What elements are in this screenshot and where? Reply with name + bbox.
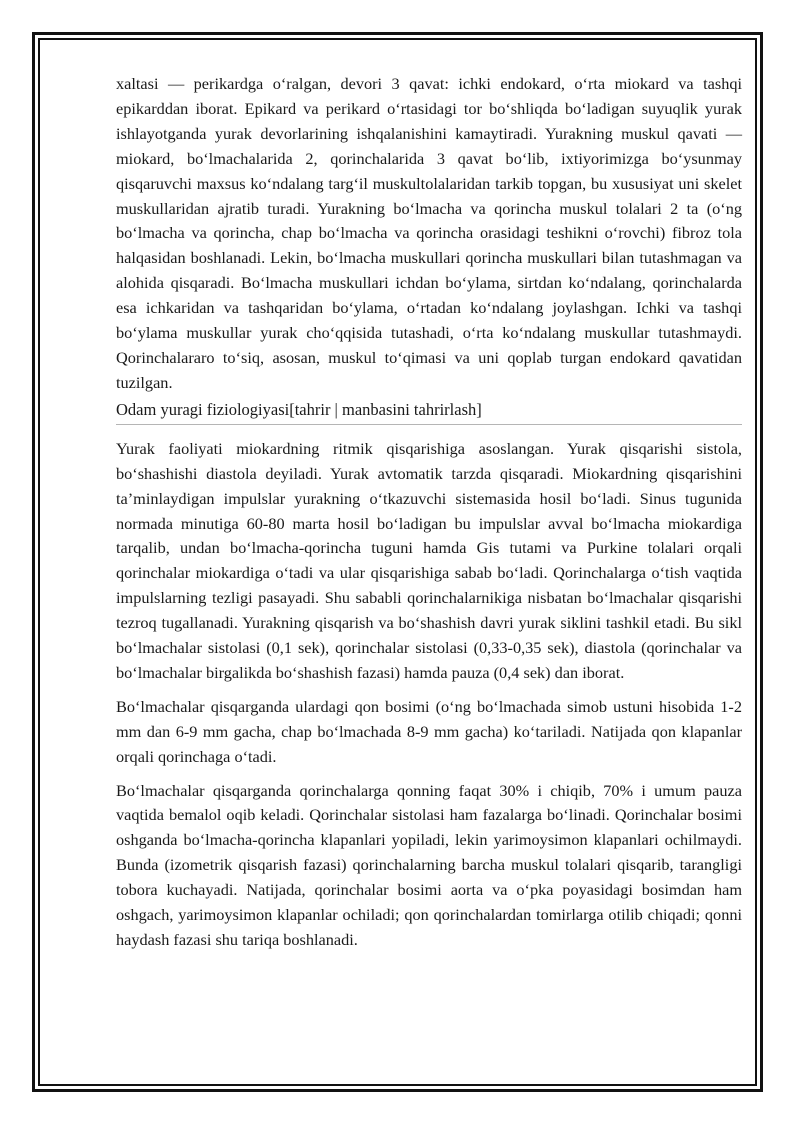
intro-paragraph: xaltasi — perikardga oʻralgan, devori 3 qavat: ichki endokard, oʻrta miokard va tashqi epikarddan iborat. Epikard va perikard oʻrtasidagi tor boʻshliqda boʻladigan suyuqlik yurak ishlayotganda yurak devorlarining ishqalanishini kamaytiradi. Yurakning muskul qavati — miokard, boʻlmachalarida 2, qorinchalarida 3 qavat boʻlib, ixtiyorimizga boʻysunmay qisqaruvchi maxsus koʻndalang targʻil muskultolalaridan tarkib topgan, bu xususiyat uni skelet muskullaridan ajratib turadi. Yurakning boʻlmacha va qorincha muskul tolalari 2 ta (oʻng boʻlmacha va qorincha, chap boʻlmacha va qorincha orasidagi teshikni oʻrovchi) fibroz tola halqasidan boshlanadi. Lekin, boʻlmacha muskullari qorincha muskullari bilan tutashmagan va alohida qisqaradi. Boʻlmacha muskullari ichdan boʻylama, sirtdan koʻndalang, qorinchalarda esa ichkaridan va tashqaridan boʻylama, oʻrtadan koʻndalang joylashgan. Ichki va tashqi boʻylama muskullar yurak choʻqqisida tutashadi, oʻrta koʻndalang muskullar tutashmaydi. Qorinchalararo toʻsiq, asosan, muskul toʻqimasi va uni qoplab turgan endokard qavatidan tuzilgan. — [116, 74, 742, 392]
body-paragraph-2: Boʻlmachalar qisqarganda ulardagi qon bosimi (oʻng boʻlmachada simob ustuni hisobida 1-2 mm dan 6-9 mm gacha, chap boʻlmachada 8-9 mm gacha) koʻtariladi. Natijada qon klapanlar orqali qorinchaga oʻtadi. — [116, 696, 742, 766]
section-heading: Odam yuragi fiziologiyasi[tahrir | manbasini tahrirlash] — [116, 398, 742, 425]
body-paragraph-3: Boʻlmachalar qisqarganda qorinchalarga qonning faqat 30% i chiqib, 70% i umum pauza vaqtida bemalol oqib keladi. Qorinchalar sistolasi ham fazalarga boʻlinadi. Qorinchalar bosimi oshganda boʻlmacha-qorincha klapanlari yopiladi, lekin yarimoysimon klapanlari ochilmaydi. Bunda (izometrik qisqarish fazasi) qorinchalarning barcha muskul tolalari qisqarib, tarangligi tobora kuchayadi. Natijada, qorinchalar bosimi aorta va oʻpka poyasidagi bosimdan ham oshgach, yarimoysimon klapanlar ochiladi; qon qorinchalardan tomirlarga otilib chiqadi; qonni haydash fazasi shu tariqa boshlanadi. — [116, 780, 742, 949]
document-body — [116, 72, 742, 953]
body-paragraph-1: Yurak faoliyati miokardning ritmik qisqarishiga asoslangan. Yurak qisqarishi sistola, boʻshashishi diastola deyiladi. Yurak avtomatik tarzda qisqaradi. Miokardning qisqarishini taʼminlaydigan impulslar yurakning oʻtkazuvchi sistemasida hosil boʻladi. Sinus tugunida normada minutiga 60-80 marta hosil boʻladigan bu impulslar avval boʻlmacha miokardiga tarqalib, undan boʻlmacha-qorincha tuguni hamda Gis tutami va Purkine tolalari orqali qorinchalar miokardiga oʻtadi va ular qisqarishiga sabab boʻladi. Qorinchalarga oʻtish vaqtida impulslarning tezligi pasayadi. Shu sababli qorinchalarnikiga nisbatan boʻlmachalar qisqarishi tezroq tugallanadi. Yurakning qisqarish va boʻshashish davri yurak siklini tashkil etadi. Bu sikl boʻlmachalar sistolasi (0,1 sek), qorinchalar sistolasi (0,33-0,35 sek), diastola (qorinchalar va boʻlmachalar birgalikda boʻshashish fazasi) hamda pauza (0,4 sek) dan iborat. — [116, 438, 742, 682]
